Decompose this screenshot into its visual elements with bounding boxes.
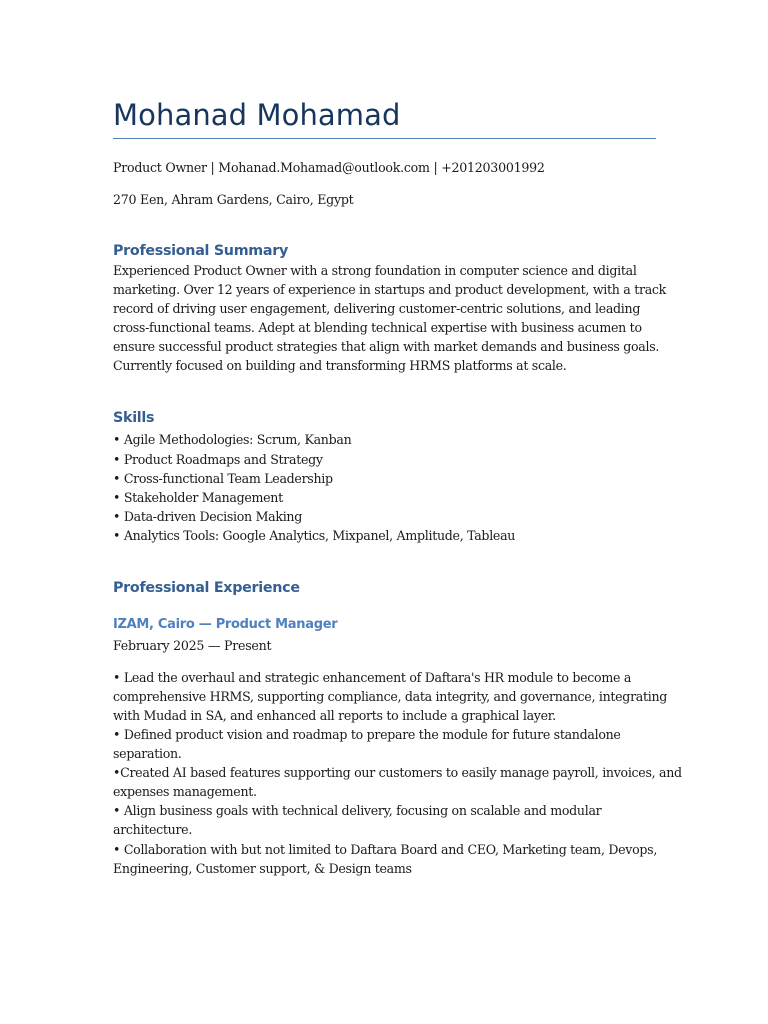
summary-heading: Professional Summary [113,242,289,259]
job-dates: February 2025 — Present [113,638,272,654]
job-bullet-line: • Align business goals with technical delivery, focusing on scalable and modular [113,803,602,819]
contact-line: Product Owner | Mohanad.Mohamad@outlook.com | +201203001992 [113,160,545,175]
job-bullet-line: • Collaboration with but not limited to Daftara Board and CEO, Marketing team, Devops, [113,841,658,857]
skill-item: • Agile Methodologies: Scrum, Kanban [113,432,352,448]
job-bullet-line: separation. [113,746,182,762]
title-divider [113,138,656,139]
summary-line: record of driving user engagement, delivering customer-centric solutions, and leading [113,301,641,317]
candidate-name: Mohanad Mohamad [113,98,401,132]
skill-item: • Stakeholder Management [113,489,283,505]
skills-list [113,430,658,545]
summary-line: cross-functional teams. Adept at blending technical expertise with business acumen to [113,320,642,336]
address-line: 270 Een, Ahram Gardens, Cairo, Egypt [113,191,354,207]
summary-line: ensure successful product strategies that align with market demands and business goals. [113,339,660,355]
summary-paragraph [113,261,666,376]
skill-item: • Analytics Tools: Google Analytics, Mixpanel, Amplitude, Tableau [113,527,516,543]
summary-line: marketing. Over 12 years of experience in startups and product development, with a track [113,282,666,297]
job-bullets [113,668,682,878]
skill-item: • Product Roadmaps and Strategy [113,451,323,467]
job-bullet-line: Engineering, Customer support, & Design teams [113,860,412,876]
experience-heading: Professional Experience [113,580,300,597]
resume-content [113,94,682,878]
job-bullet-line: expenses management. [113,784,257,800]
summary-line: Experienced Product Owner with a strong foundation in computer science and digital [113,262,637,278]
skill-item: • Cross-functional Team Leadership [113,470,333,486]
job-bullet-line: • Lead the overhaul and strategic enhancement of Daftara's HR module to become a [113,669,632,685]
job-bullet-line: •Created AI based features supporting our customers to easily manage payroll, invoices, and [113,765,682,781]
skills-heading: Skills [113,410,155,427]
job-bullet-line: architecture. [113,822,193,838]
job-bullet-line: • Defined product vision and roadmap to prepare the module for future standalone [113,727,621,743]
job-bullet-line: comprehensive HRMS, supporting compliance, data integrity, and governance, integrating [113,688,668,704]
job-title: IZAM, Cairo — Product Manager [113,617,338,633]
summary-line: Currently focused on building and transforming HRMS platforms at scale. [113,358,567,374]
job-bullet-line: with Mudad in SA, and enhanced all reports to include a graphical layer. [113,707,556,723]
skill-item: • Data-driven Decision Making [113,508,303,524]
